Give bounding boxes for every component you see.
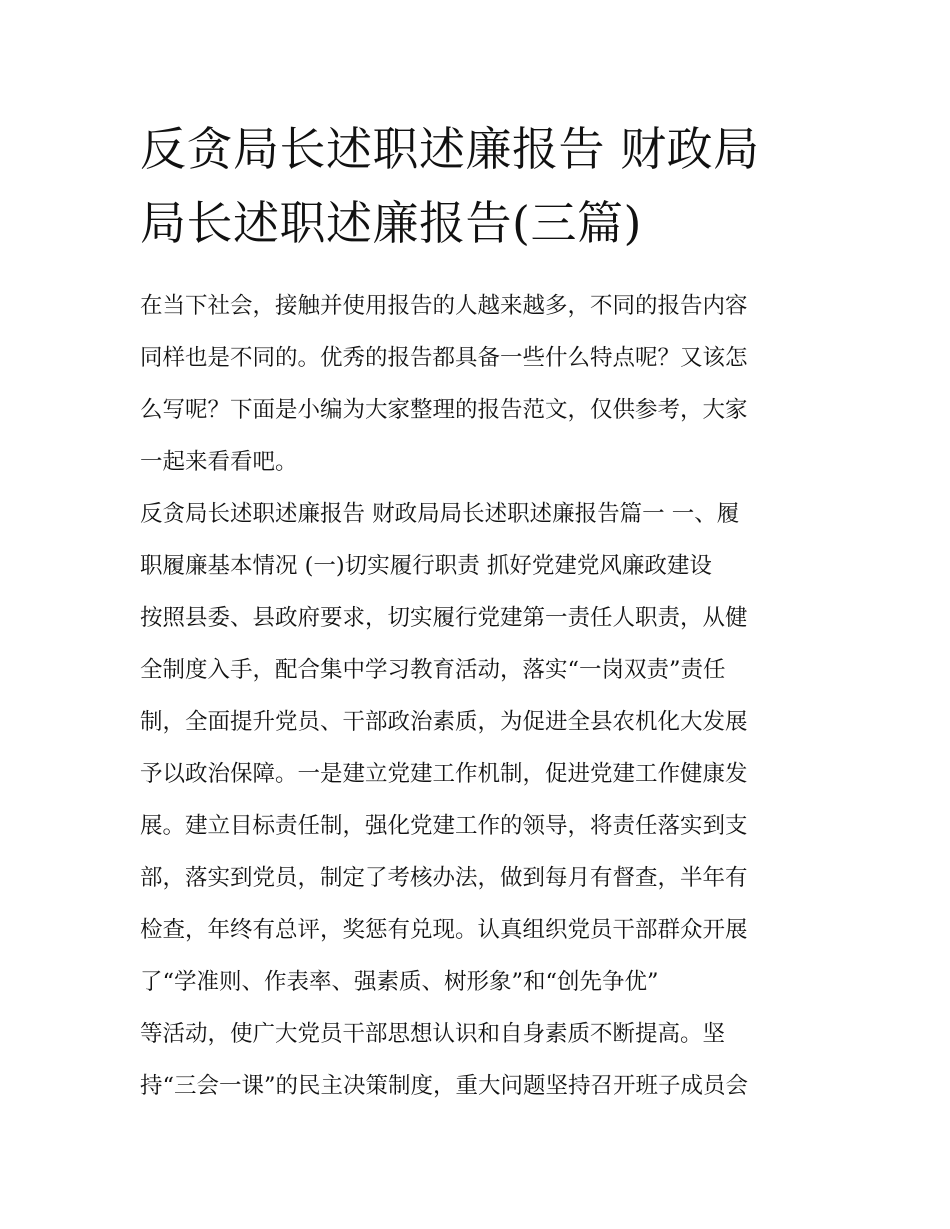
body-line: 职履廉基本情况 (一)切实履行职责 抓好党建党风廉政建设 [140,553,712,579]
title-line-1: 反贪局长述职述廉报告 财政局 [140,122,760,176]
body-line: 了“学准则、作表率、强素质、树形象”和“创先争优” [140,969,659,995]
document-body [140,280,820,1112]
body-line: 等活动，使广大党员干部思想认识和自身素质不断提高。坚 [140,1021,726,1047]
body-line: 反贪局长述职述廉报告 财政局局长述职述廉报告篇一 一、履 [140,501,740,527]
document-title [140,112,820,260]
body-line: 持“三会一课”的民主决策制度，重大问题坚持召开班子成员会 [140,1073,749,1099]
body-line: 展。建立目标责任制，强化党建工作的领导，将责任落实到支 [140,813,748,839]
body-line: 制，全面提升党员、干部政治素质，为促进全县农机化大发展 [140,709,748,735]
body-line: 检查，年终有总评，奖惩有兑现。认真组织党员干部群众开展 [140,917,748,943]
body-line: 一起来看看吧。 [140,449,298,475]
document-page [140,112,820,1112]
body-line: 在当下社会，接触并使用报告的人越来越多，不同的报告内容 [140,293,748,319]
title-line-2: 局长述职述廉报告(三篇) [140,196,642,250]
body-line: 么写呢？下面是小编为大家整理的报告范文，仅供参考，大家 [140,397,748,423]
body-line: 同样也是不同的。优秀的报告都具备一些什么特点呢？又该怎 [140,345,748,371]
body-line: 全制度入手，配合集中学习教育活动，落实“一岗双责”责任 [140,657,726,683]
body-line: 予以政治保障。一是建立党建工作机制，促进党建工作健康发 [140,761,748,787]
body-line: 部，落实到党员，制定了考核办法，做到每月有督查，半年有 [140,865,748,891]
body-line: 按照县委、县政府要求，切实履行党建第一责任人职责，从健 [140,605,748,631]
